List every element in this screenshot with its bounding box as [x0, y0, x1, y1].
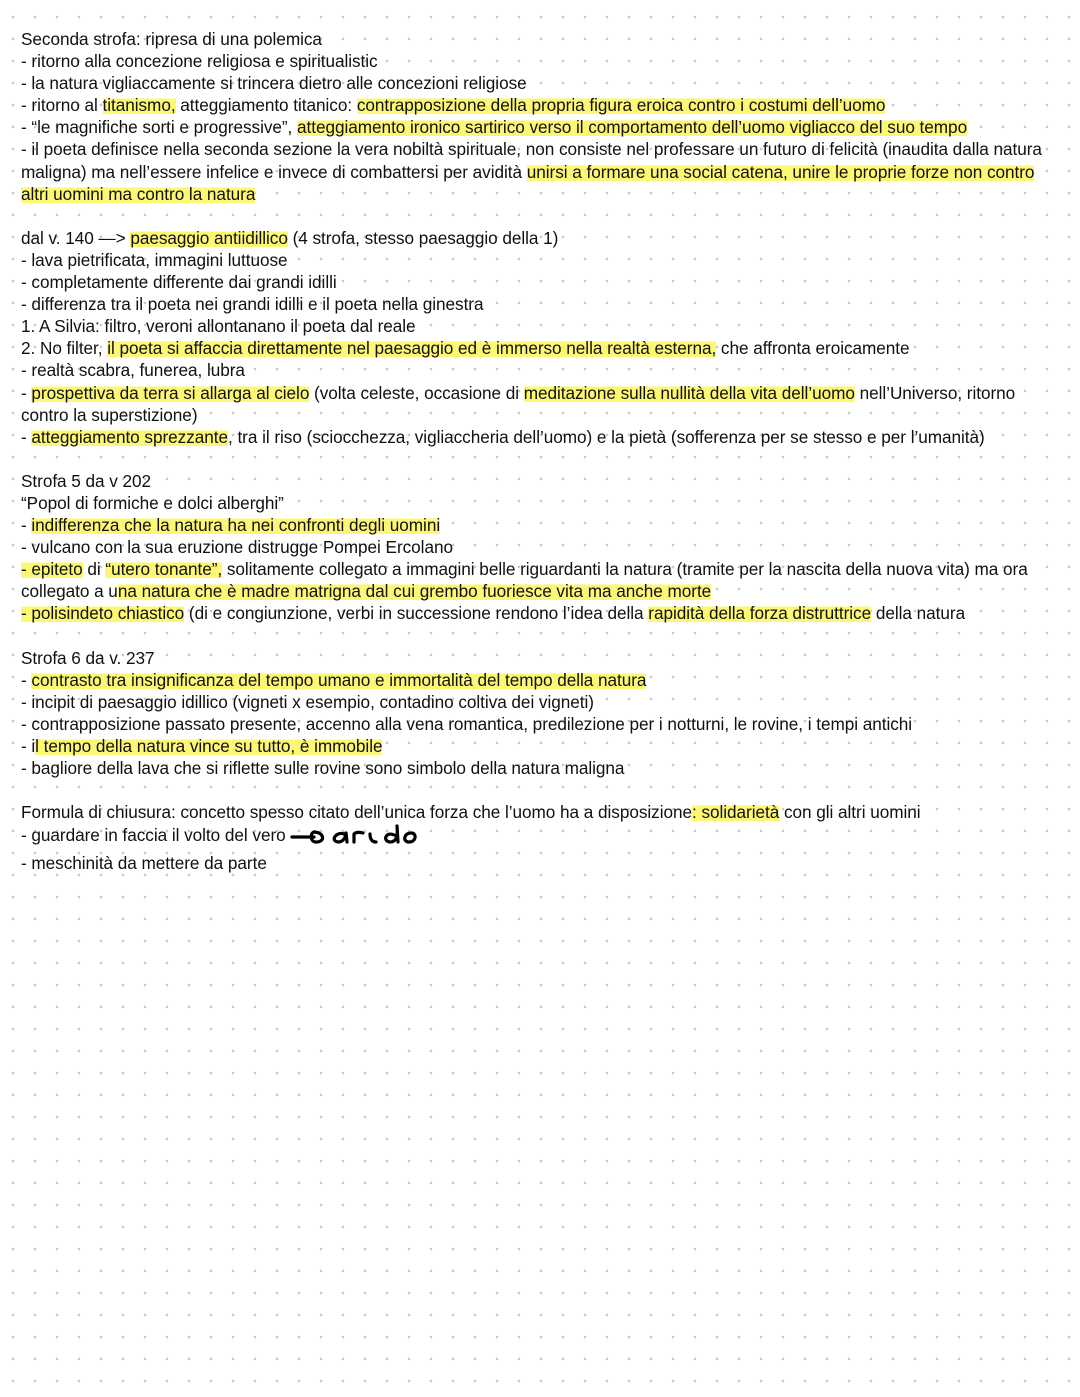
text-run: 2. No filter,: [21, 338, 108, 359]
note-line: [21, 382, 1061, 426]
note-line: 1. A Silvia: filtro, veroni allontanano il poeta dal reale: [21, 316, 416, 337]
note-line: - differenza tra il poeta nei grandi idilli e il poeta nella ginestra: [21, 294, 484, 315]
text-run: Formula di chiusura: concetto spesso citato dell’unica forza che l’uomo ha a disposizione: [21, 802, 692, 823]
highlighted-text: “utero tonante”,: [105, 559, 223, 580]
text-run: (4 strofa, stesso paesaggio della 1): [287, 227, 559, 248]
note-line: [21, 116, 1061, 138]
blank-line: [21, 448, 1061, 470]
text-run: -: [21, 426, 32, 447]
text-run: - “le magnifiche sorti e progressive”,: [21, 117, 298, 138]
note-line: - la natura vigliaccamente si trincera dietro alle concezioni religiose: [21, 73, 527, 94]
note-line: - meschinità da mettere da parte: [21, 853, 267, 874]
highlighted-text: - epiteto: [21, 559, 83, 580]
text-run: -: [21, 515, 32, 536]
highlighted-text: meditazione sulla nullità della vita dell’uomo: [523, 382, 855, 403]
quote-line: “Popol di formiche e dolci alberghi”: [21, 492, 284, 513]
text-run: - guardare in faccia il volto del vero: [21, 825, 286, 846]
highlighted-text: prospettiva da terra si allarga al cielo: [31, 382, 310, 403]
section-2-title: [21, 227, 1061, 249]
section-4-title: Strofa 6 da v. 237: [21, 647, 155, 668]
highlighted-text: contrapposizione della propria figura eroica contro i costumi dell’uomo: [356, 95, 886, 116]
handwritten-arrow-arido-icon: [290, 823, 420, 847]
notes-page: [21, 28, 1061, 875]
text-run: solitamente collegato a immagini belle riguardanti la natura (tramite per la nascita della nuova vita) ma ora collegato a u: [21, 559, 1028, 602]
text-run: atteggiamento titanico:: [175, 95, 357, 116]
note-line: - vulcano con la sua eruzione distrugge Pompei Ercolano: [21, 537, 453, 558]
blank-line: [21, 625, 1061, 647]
section-3-title: Strofa 5 da v 202: [21, 470, 152, 491]
text-run: , tra il riso (sciocchezza, vigliaccheria dell’uomo) e la pietà (sofferenza per se stesso e per l’umanità): [228, 426, 985, 447]
highlighted-text: indifferenza che la natura ha nei confronti degli uomini: [31, 515, 441, 536]
highlighted-text: titanismo,: [102, 95, 176, 116]
blank-line: [21, 779, 1061, 801]
note-line: - bagliore della lava che si riflette sulle rovine sono simbolo della natura maligna: [21, 758, 625, 779]
text-run: della natura: [871, 603, 966, 624]
note-line: [21, 558, 1061, 602]
section-1-title: Seconda strofa: ripresa di una polemica: [21, 29, 322, 49]
highlighted-text: unirsi a formare una social catena, unire le proprie forze non contro altri uomini ma contro la natura: [21, 161, 1035, 204]
text-run: - ritorno al: [21, 95, 103, 116]
blank-line: [21, 205, 1061, 227]
highlighted-text: na: [117, 581, 142, 602]
section-5-title: [21, 801, 1061, 823]
note-line: [21, 602, 1061, 624]
text-run: -: [21, 669, 32, 690]
note-line: [21, 823, 1061, 852]
text-run: -: [21, 382, 32, 403]
highlighted-text: l tempo della natura vince su tutto, è immobile: [35, 736, 383, 756]
handwritten-annotation: [290, 823, 420, 852]
note-line: - incipit di paesaggio idillico (vigneti x esempio, contadino coltiva dei vigneti): [21, 691, 594, 712]
highlighted-text: il poeta si affaccia direttamente nel paesaggio ed è immerso nella realtà esterna,: [107, 338, 717, 359]
highlighted-text: paesaggio antiidillico: [130, 227, 288, 248]
highlighted-text: atteggiamento ironico sartirico verso il comportamento dell’uomo vigliacco del suo tempo: [297, 117, 968, 138]
note-line: - completamente differente dai grandi idilli: [21, 272, 337, 293]
note-line: [21, 669, 1061, 691]
note-line: - ritorno alla concezione religiosa e spiritualistic: [21, 51, 378, 72]
note-line: [21, 514, 1061, 536]
highlighted-text: atteggiamento sprezzante: [31, 426, 228, 447]
highlighted-text: contrasto tra insignificanza del tempo umano e immortalità del tempo della natura: [31, 669, 647, 690]
note-line: [21, 94, 1061, 116]
note-line: - contrapposizione passato presente, accenno alla vena romantica, predilezione per i notturni, le rovine, i tempi antichi: [21, 713, 913, 734]
text-run: (di e congiunzione, verbi in successione rendono l’idea della: [184, 603, 649, 624]
text-run: - i: [21, 736, 36, 756]
note-line: [21, 138, 1061, 204]
text-run: di: [82, 559, 106, 580]
text-run: con gli altri uomini: [779, 802, 921, 823]
text-run: che affronta eroicamente: [716, 338, 910, 359]
note-line: [21, 735, 1061, 757]
text-run: nell’Universo, ritorno contro la superstizione): [21, 382, 1016, 425]
note-line: - realtà scabra, funerea, lubra: [21, 360, 245, 381]
note-line: - lava pietrificata, immagini luttuose: [21, 249, 288, 270]
text-run: (volta celeste, occasione di: [309, 382, 524, 403]
text-run: - il poeta definisce nella seconda sezione la vera nobiltà spirituale, non consiste nel professare un futuro di felicità (inaudita dalla natura maligna) ma nell’essere infelice e invece di combattersi per avidità: [21, 139, 1042, 182]
highlighted-text: natura che è madre matrigna dal cui grembo fuoriesce vita ma anche morte: [141, 581, 712, 602]
highlighted-text: : solidarietà: [692, 802, 780, 823]
note-line: [21, 337, 1061, 359]
highlighted-text: rapidità della forza distruttrice: [648, 603, 872, 624]
note-line: [21, 426, 1061, 448]
text-run: dal v. 140 —>: [21, 227, 131, 248]
highlighted-text: - polisindeto chiastico: [21, 603, 185, 624]
